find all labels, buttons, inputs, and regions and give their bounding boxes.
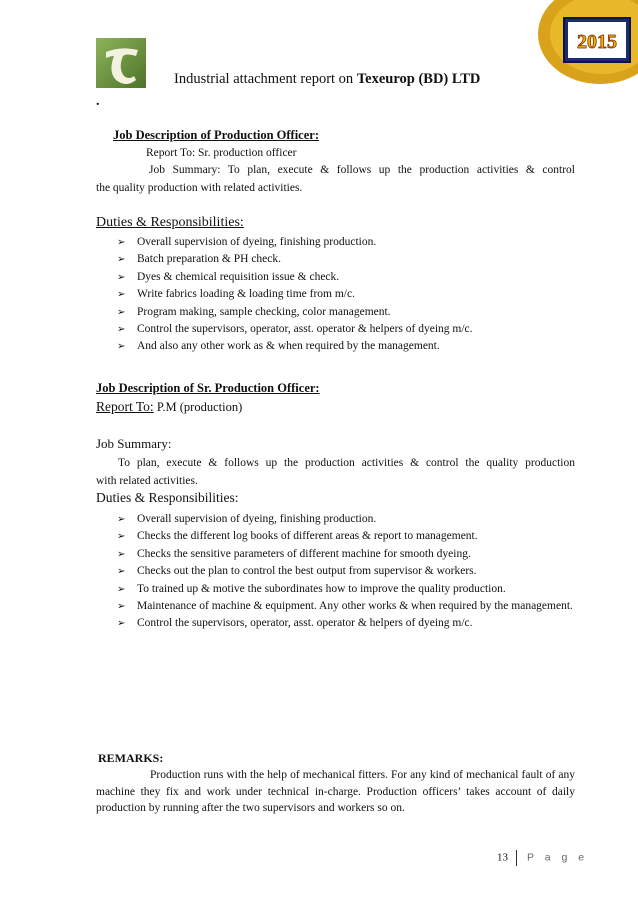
duties2-list [117, 511, 575, 633]
arrow-bullet-icon: ➢ [117, 531, 126, 543]
arrow-bullet-icon: ➢ [117, 254, 126, 266]
report-to-value: P.M (production) [153, 400, 243, 414]
section2-report-to [96, 399, 242, 415]
duties1-heading: Duties & Responsibilities: [96, 215, 244, 230]
arrow-bullet-icon: ➢ [117, 618, 126, 630]
arrow-bullet-icon: ➢ [117, 289, 126, 301]
duties2-heading: Duties & Responsibilities: [96, 490, 239, 505]
arrow-bullet-icon: ➢ [117, 271, 126, 283]
page-label: P a g e [527, 851, 589, 864]
list-item: ➢ Checks out the plan to control the best output from supervisor & workers. [117, 563, 575, 580]
header-title-prefix: Industrial attachment report on [174, 71, 357, 87]
header-title [174, 71, 480, 88]
list-item: ➢ Maintenance of machine & equipment. Any other works & when required by the management. [117, 598, 575, 615]
page-number: 13 [497, 851, 508, 864]
footer-divider [516, 850, 517, 866]
section2-summary-label: Job Summary: [96, 436, 172, 451]
badge-year-text: 2015 [577, 31, 617, 53]
section1-report-to: Report To: Sr. production officer [146, 147, 297, 159]
header-company-name: Texeurop (BD) LTD [356, 71, 481, 87]
list-item: ➢ Overall supervision of dyeing, finishing production. [117, 234, 473, 251]
remarks-heading: REMARKS: [98, 751, 164, 765]
list-item: ➢ Checks the different log books of different areas & report to management. [117, 528, 575, 545]
year-badge [530, 0, 638, 88]
arrow-bullet-icon: ➢ [117, 548, 126, 560]
list-item: ➢ Program making, sample checking, color management. [117, 304, 473, 321]
arrow-bullet-icon: ➢ [117, 324, 126, 336]
list-item: ➢ To trained up & motive the subordinates how to improve the quality production. [117, 581, 575, 598]
page-footer [497, 850, 588, 866]
arrow-bullet-icon: ➢ [117, 601, 126, 613]
list-item: ➢ Batch preparation & PH check. [117, 251, 473, 268]
list-item: ➢ Control the supervisors, operator, asst. operator & helpers of dyeing m/c. [117, 321, 473, 338]
section1-summary-line2: the quality production with related activities. [96, 182, 303, 194]
list-item: ➢ Write fabrics loading & loading time from m/c. [117, 286, 473, 303]
list-item: ➢ Control the supervisors, operator, asst. operator & helpers of dyeing m/c. [117, 615, 575, 632]
section1-heading: Job Description of Production Officer: [113, 128, 319, 142]
arrow-bullet-icon: ➢ [117, 514, 126, 525]
arrow-bullet-icon: ➢ [117, 306, 126, 318]
section2-summary-line1: To plan, execute & follows up the production activities & control the quality production [118, 457, 575, 469]
stray-dot: . [96, 94, 100, 109]
company-logo [96, 38, 146, 88]
section1-summary-line1: Job Summary: To plan, execute & follows up the production activities & control [149, 164, 575, 176]
arrow-bullet-icon: ➢ [117, 341, 126, 353]
arrow-bullet-icon: ➢ [117, 583, 126, 595]
list-item: ➢ Overall supervision of dyeing, finishing production. [117, 511, 575, 528]
list-item: ➢ Dyes & chemical requisition issue & check. [117, 269, 473, 286]
section2-heading: Job Description of Sr. Production Officer: [96, 381, 320, 395]
arrow-bullet-icon: ➢ [117, 566, 126, 578]
list-item: ➢ And also any other work as & when required by the management. [117, 338, 473, 355]
section2-summary-line2: with related activities. [96, 475, 198, 487]
list-item: ➢ Checks the sensitive parameters of different machine for smooth dyeing. [117, 546, 575, 563]
report-to-label: Report To: [96, 399, 154, 414]
remarks-text: Production runs with the help of mechanical fitters. For any kind of mechanical fault of any machine they fix and work under technical in-charge. Production officers’ takes account of daily production by running after the two supervisors and workers so on. [96, 769, 575, 814]
arrow-bullet-icon: ➢ [117, 237, 126, 248]
duties1-list [117, 234, 473, 356]
